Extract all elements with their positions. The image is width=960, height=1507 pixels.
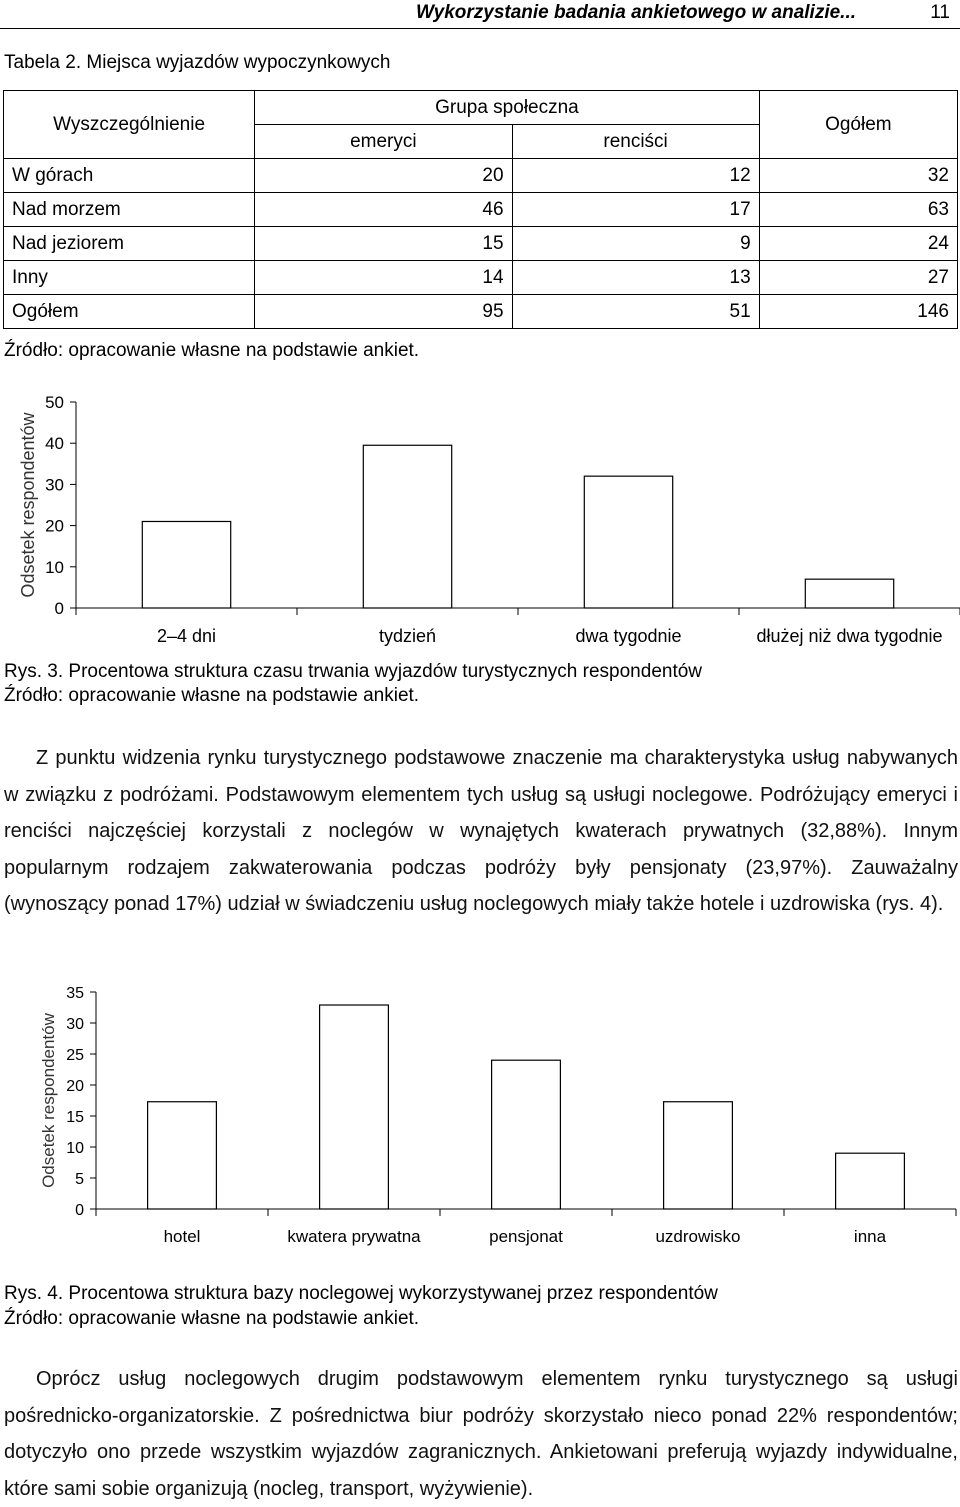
row-label: Nad morzem [4, 193, 255, 227]
cell-rencisci: 12 [512, 159, 759, 193]
row-label: Inny [4, 261, 255, 295]
running-header [0, 2, 960, 29]
fig3-source: Źródło: opracowanie własne na podstawie ankiet. [4, 685, 420, 706]
y-tick-label: 20 [45, 516, 64, 536]
x-tick-label: inna [853, 1227, 887, 1246]
bar [584, 476, 672, 608]
bar [492, 1060, 561, 1209]
y-axis-label: Odsetek respondentów [18, 412, 38, 598]
y-tick-label: 15 [66, 1109, 84, 1126]
fig4-source: Źródło: opracowanie własne na podstawie ankiet. [4, 1308, 420, 1329]
cell-emeryci: 14 [255, 261, 512, 295]
chart-duration [0, 385, 960, 655]
x-tick-label: uzdrowisko [655, 1227, 741, 1246]
table-row [4, 159, 958, 193]
cell-emeryci: 15 [255, 227, 512, 261]
running-title: Wykorzystanie badania ankietowego w analizie... [416, 2, 856, 23]
bar [805, 579, 893, 608]
bar [664, 1102, 733, 1209]
table-source: Źródło: opracowanie własne na podstawie ankiet. [4, 340, 420, 361]
table-row [4, 193, 958, 227]
x-tick-label: 2–4 dni [156, 626, 217, 646]
cell-total: 146 [759, 295, 957, 329]
x-tick-label: dwa tygodnie [575, 626, 682, 646]
bar [320, 1005, 389, 1209]
cell-emeryci: 20 [255, 159, 512, 193]
y-tick-label: 0 [54, 599, 64, 618]
cell-emeryci: 95 [255, 295, 512, 329]
y-axis-label: Odsetek respondentów [39, 1013, 58, 1188]
cell-rencisci: 9 [512, 227, 759, 261]
bar [836, 1153, 905, 1209]
y-tick-label: 5 [75, 1171, 84, 1188]
y-tick-label: 35 [66, 985, 84, 1002]
row-label: Ogółem [4, 295, 255, 329]
cell-rencisci: 51 [512, 295, 759, 329]
row-label: W górach [4, 159, 255, 193]
y-tick-label: 30 [45, 475, 64, 495]
paragraph-accommodation [4, 740, 958, 923]
y-tick-label: 30 [66, 1016, 84, 1033]
y-tick-label: 40 [45, 434, 64, 454]
x-tick-label: kwatera prywatna [287, 1227, 421, 1246]
table-row [4, 295, 958, 329]
y-tick-label: 50 [45, 393, 64, 412]
chart-accommodation [0, 975, 960, 1260]
y-tick-label: 20 [66, 1078, 84, 1095]
cell-emeryci: 46 [255, 193, 512, 227]
x-tick-label: tydzień [378, 626, 437, 646]
fig3-caption: Rys. 3. Procentowa struktura czasu trwania wyjazdów turystycznych respondentów [4, 661, 703, 682]
y-tick-label: 10 [45, 557, 64, 577]
y-tick-label: 25 [66, 1047, 84, 1064]
cell-total: 27 [759, 261, 957, 295]
col-header-group: Grupa społeczna [255, 91, 759, 125]
cell-rencisci: 17 [512, 193, 759, 227]
x-tick-label: dłużej niż dwa tygodnie [756, 626, 943, 646]
y-tick-label: 10 [66, 1140, 84, 1157]
row-label: Nad jeziorem [4, 227, 255, 261]
table-caption: Tabela 2. Miejsca wyjazdów wypoczynkowych [4, 52, 391, 73]
table-row [4, 227, 958, 261]
cell-total: 24 [759, 227, 957, 261]
table-body [4, 159, 958, 329]
x-tick-label: hotel [163, 1227, 201, 1246]
bar [148, 1102, 217, 1209]
y-tick-label: 0 [75, 1202, 84, 1219]
fig4-caption: Rys. 4. Procentowa struktura bazy noclegowej wykorzystywanej przez respondentów [4, 1283, 718, 1304]
col-header-total: Ogółem [759, 91, 957, 159]
page-number: 11 [930, 2, 950, 23]
paragraph-2-text: Oprócz usług noclegowych drugim podstawowym elementem rynku turystycznego są usługi pośrednicko-organizatorskie. Z pośrednictwa biur podróży skorzystało nieco ponad 22% respondentów; dotyczyło ono przede wszystkim wyjazdów zagranicznych. Ankietowani preferują wyjazdy indywidualne, które sami sobie organizują (nocleg, transport, wyżywienie). [4, 1368, 958, 1500]
col-header-rencisci: renciści [512, 125, 759, 159]
bar [363, 445, 451, 608]
table-row [4, 261, 958, 295]
cell-rencisci: 13 [512, 261, 759, 295]
cell-total: 32 [759, 159, 957, 193]
col-header-label: Wyszczególnienie [4, 91, 255, 159]
col-header-emeryci: emeryci [255, 125, 512, 159]
data-table [3, 90, 958, 329]
bar [142, 521, 230, 608]
paragraph-1-text: Z punktu widzenia rynku turystycznego podstawowe znaczenie ma charakterystyka usług nabywanych w związku z podróżami. Podstawowym elementem tych usług są usługi noclegowe. Podróżujący emeryci i renciści najczęściej korzystali z noclegów w wynajętych kwaterach prywatnych (32,88%). Innym popularnym rodzajem zakwaterowania podczas podróży były pensjonaty (23,97%). Zauważalny (wynoszący ponad 17%) udział w świadczeniu usług noclegowych miały także hotele i uzdrowiska (rys. 4). [4, 747, 958, 915]
paragraph-intermediary [4, 1361, 958, 1507]
x-tick-label: pensjonat [489, 1227, 563, 1246]
cell-total: 63 [759, 193, 957, 227]
